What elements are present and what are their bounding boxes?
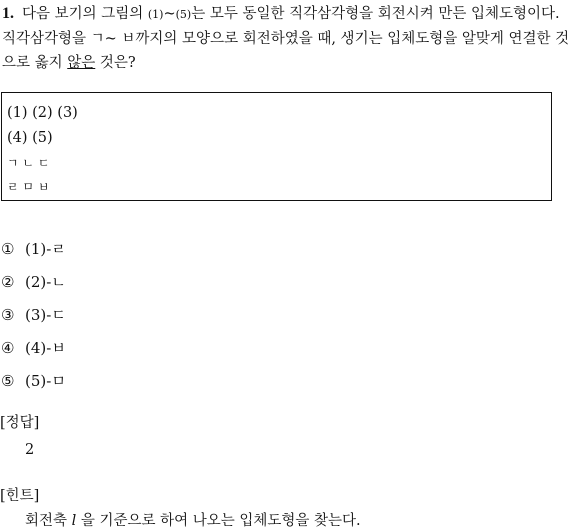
underlined-word: 않은 bbox=[67, 55, 96, 71]
choice-2-text: (2)-ㄴ bbox=[25, 273, 66, 291]
example-box bbox=[1, 92, 552, 201]
choice-1-mark: ① bbox=[1, 240, 15, 258]
hint-label: [힌트] bbox=[0, 488, 40, 504]
box-line-figures-1: (1) (2) (3) bbox=[7, 105, 78, 121]
choice-5-text: (5)-ㅁ bbox=[25, 372, 66, 390]
answer-label: [정답] bbox=[0, 415, 40, 431]
box-line-shapes-1: ㄱ ㄴ ㄷ bbox=[7, 156, 50, 170]
choice-1[interactable] bbox=[1, 239, 66, 259]
question-text-part-c: 것은? bbox=[95, 55, 136, 71]
range-end: (5) bbox=[175, 8, 192, 21]
choice-4-mark: ④ bbox=[1, 339, 15, 357]
box-line-shapes-2: ㄹ ㅁ ㅂ bbox=[7, 180, 50, 194]
choice-1-text: (1)-ㄹ bbox=[25, 240, 66, 258]
hint-text bbox=[25, 511, 361, 531]
question-number: 1. bbox=[2, 5, 14, 22]
choice-5[interactable] bbox=[1, 371, 66, 391]
choice-2[interactable] bbox=[1, 272, 66, 292]
hint-text-part-a: 회전축 bbox=[25, 513, 72, 529]
choice-5-mark: ⑤ bbox=[1, 372, 15, 390]
question-text-part-a: 다음 보기의 그림의 bbox=[22, 6, 148, 22]
range-start: (1) bbox=[147, 8, 164, 21]
hint-text-part-b: 을 기준으로 하여 나오는 입체도형을 찾는다. bbox=[76, 513, 361, 529]
choice-3-mark: ③ bbox=[1, 306, 15, 324]
choice-4-text: (4)-ㅂ bbox=[25, 339, 66, 357]
choice-2-mark: ② bbox=[1, 273, 15, 291]
range-separator: ~ bbox=[163, 6, 176, 22]
question-text-part-b: 는 모두 동일한 직각삼각형을 회전시켜 만든 입체도형이다. 직각삼각형을 ㄱ~ ㅂ까지의 모양으로 회전하였을 때, 생기는 입체도형을 알맞게 연결한 것으로 옳지 bbox=[2, 6, 570, 71]
choice-4[interactable] bbox=[1, 338, 66, 358]
answer-value: 2 bbox=[25, 442, 35, 458]
box-line-figures-2: (4) (5) bbox=[7, 130, 53, 146]
question-text bbox=[2, 2, 571, 75]
choice-3[interactable] bbox=[1, 305, 66, 325]
choice-3-text: (3)-ㄷ bbox=[25, 306, 66, 324]
hint-variable: l bbox=[71, 513, 77, 529]
